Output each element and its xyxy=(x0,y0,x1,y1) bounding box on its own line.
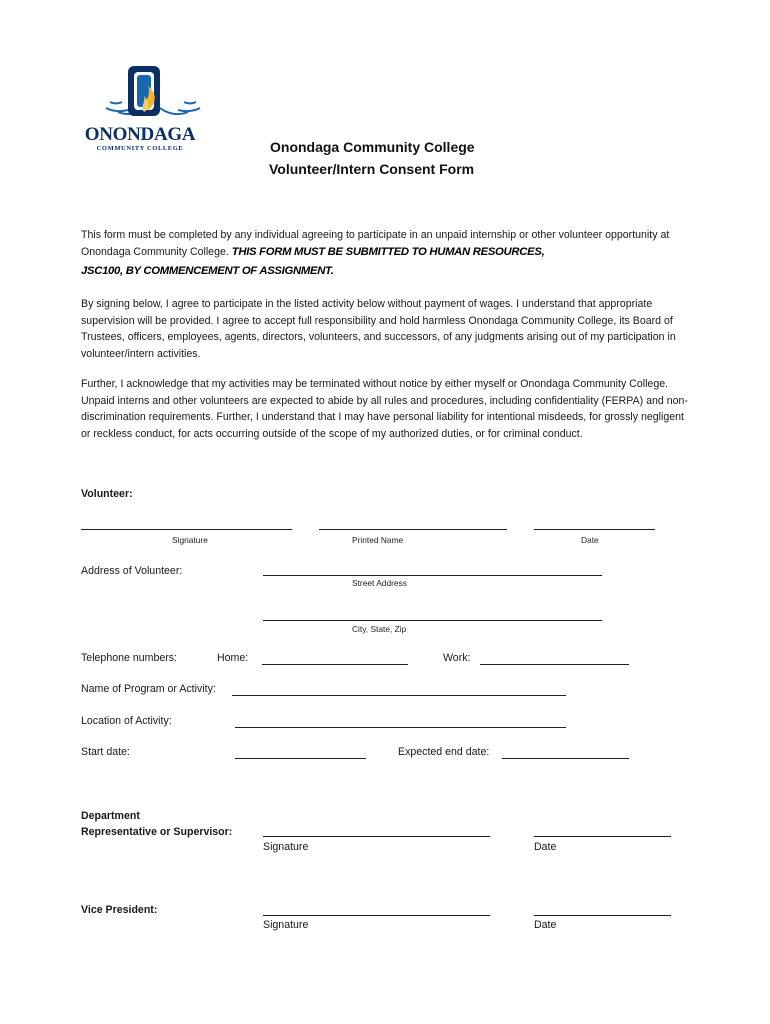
volunteer-heading: Volunteer: xyxy=(81,488,133,500)
city-state-zip-caption: City, State, Zip xyxy=(352,624,407,634)
start-date-label: Start date: xyxy=(81,746,130,758)
form-title: Volunteer/Intern Consent Form xyxy=(269,161,475,177)
intro-paragraph xyxy=(81,227,681,282)
address-label: Address of Volunteer: xyxy=(81,565,183,577)
start-date-line[interactable] xyxy=(235,758,366,759)
college-seal-icon xyxy=(98,64,208,128)
program-line[interactable] xyxy=(232,695,566,696)
department-date-line[interactable] xyxy=(534,836,671,837)
volunteer-signature-line[interactable] xyxy=(81,529,292,530)
intro-text: This form must be completed by any individual agreeing to participate in an unpaid internship or other volunteer opportunity at Onondaga Community College. xyxy=(81,229,670,258)
college-logo xyxy=(84,64,208,160)
form-title-college: Onondaga Community College xyxy=(270,139,475,155)
work-phone-line[interactable] xyxy=(480,664,629,665)
department-signature-caption: Signature xyxy=(263,841,309,853)
agreement-paragraph: By signing below, I agree to participate in the listed activity below without payment of wages. I understand that appropriate supervision will be provided. I agree to accept full responsibility and hold harmless Onondaga Community College, its Board of Trustees, officers, employees, agents, directors, volunteers, and successors, of any judgments arising out of my participation in volunteer/intern activities. xyxy=(81,298,676,360)
logo-wordmark: ONONDAGA xyxy=(84,124,196,145)
city-state-zip-line[interactable] xyxy=(263,620,602,621)
vp-signature-caption: Signature xyxy=(263,919,309,931)
program-label: Name of Program or Activity: xyxy=(81,683,216,695)
department-heading: Department xyxy=(81,810,140,822)
vp-date-line[interactable] xyxy=(534,915,671,916)
end-date-line[interactable] xyxy=(502,758,629,759)
location-label: Location of Activity: xyxy=(81,715,172,727)
intro-emphasis-1: THIS FORM MUST BE SUBMITTED TO HUMAN RESOURCES, xyxy=(231,245,545,258)
end-date-label: Expected end date: xyxy=(398,746,490,758)
vp-signature-line[interactable] xyxy=(263,915,490,916)
department-supervisor-heading: Representative or Supervisor: xyxy=(81,826,233,838)
telephone-label: Telephone numbers: xyxy=(81,652,177,664)
street-address-caption: Street Address xyxy=(352,578,407,588)
vp-date-caption: Date xyxy=(534,919,557,931)
volunteer-date-line[interactable] xyxy=(534,529,655,530)
volunteer-date-caption: Date xyxy=(581,535,599,545)
department-date-caption: Date xyxy=(534,841,557,853)
home-phone-label: Home: xyxy=(217,652,249,664)
volunteer-signature-caption: Signature xyxy=(172,535,208,545)
work-phone-label: Work: xyxy=(443,652,471,664)
logo-subtitle: COMMUNITY COLLEGE xyxy=(96,145,184,152)
location-line[interactable] xyxy=(235,727,566,728)
volunteer-printed-name-caption: Printed Name xyxy=(352,535,404,545)
acknowledgement-paragraph: Further, I acknowledge that my activities may be terminated without notice by either myself or Onondaga Community College. Unpaid interns and other volunteers are expected to abide by all rules and procedures, including confidentiality (FERPA) and non-discrimination requirements. Further, I understand that I may have personal liability for intentional misdeeds, for grossly negligent or reckless conduct, for acts occurring outside of the scope of my authorized duties, or for criminal conduct. xyxy=(81,378,688,440)
vice-president-heading: Vice President: xyxy=(81,904,158,916)
department-signature-line[interactable] xyxy=(263,836,490,837)
intro-emphasis-2: JSC100, BY COMMENCEMENT OF ASSIGNMENT. xyxy=(81,265,334,277)
street-address-line[interactable] xyxy=(263,575,602,576)
home-phone-line[interactable] xyxy=(262,664,408,665)
volunteer-printed-name-line[interactable] xyxy=(319,529,507,530)
